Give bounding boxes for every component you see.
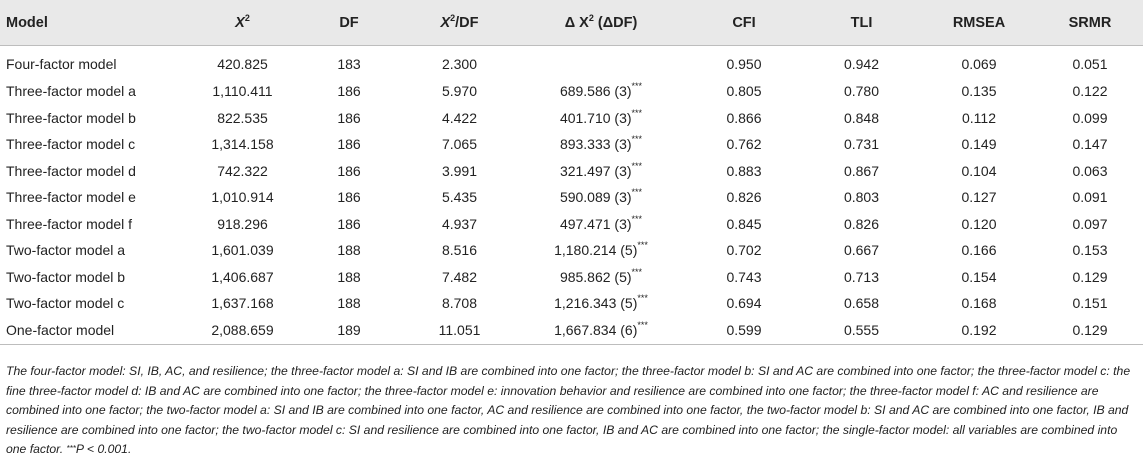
table-row <box>0 131 1143 158</box>
table-footnote <box>6 362 1136 460</box>
header-tli: TLI <box>802 0 921 46</box>
cell-cfi: 0.826 <box>726 189 762 206</box>
table-row <box>0 78 1143 105</box>
footnote-sig-marker: *** <box>66 444 76 453</box>
cell-cfi: 0.702 <box>726 242 762 259</box>
cell-srmr: 0.129 <box>1037 317 1143 345</box>
cell-df: 189 <box>295 317 403 345</box>
cell-x2-df: 8.708 <box>441 295 478 312</box>
cell-tli: 0.731 <box>843 136 880 153</box>
cell-model: Three-factor model d <box>6 162 136 179</box>
cell-tli: 0.713 <box>843 268 880 285</box>
cell-x2-df: 4.422 <box>441 109 478 126</box>
cell-x2-df: 7.482 <box>441 268 478 285</box>
cell-rmsea: 0.192 <box>921 317 1037 345</box>
cell-x2: 822.535 <box>217 109 268 126</box>
header-row <box>0 0 1143 46</box>
cell-delta: 497.471 (3)*** <box>559 213 643 232</box>
table-row <box>0 211 1143 238</box>
cell-model: Three-factor model a <box>6 83 136 100</box>
cell-srmr: 0.091 <box>1072 189 1108 206</box>
cell-model: Three-factor model c <box>6 136 136 153</box>
cell-df: 186 <box>337 109 361 126</box>
table-row <box>0 237 1143 264</box>
cell-model: Two-factor model a <box>6 242 126 259</box>
cell-rmsea: 0.166 <box>961 242 997 259</box>
cell-x2-df: 8.516 <box>441 242 478 259</box>
cell-delta: 893.333 (3)*** <box>559 134 643 153</box>
cell-rmsea: 0.120 <box>961 215 997 232</box>
cell-x2: 2,088.659 <box>190 317 295 345</box>
cell-cfi: 0.694 <box>726 295 762 312</box>
cell-cfi: 0.845 <box>726 215 762 232</box>
cell-cfi: 0.805 <box>726 83 762 100</box>
header-srmr: SRMR <box>1037 0 1143 46</box>
cell-model: Three-factor model b <box>6 109 136 126</box>
cell-rmsea: 0.135 <box>961 83 997 100</box>
header-rmsea: RMSEA <box>921 0 1037 46</box>
table-row <box>0 158 1143 185</box>
cell-x2-df: 3.991 <box>441 162 478 179</box>
footnote-text: The four-factor model: SI, IB, AC, and resilience; the three-factor model a: SI and IB are combined into one factor; the three-factor model b: SI and AC are combined into one factor; the three-factor model c: the fine three-factor model d: IB and AC are combined into one factor; the three-factor model e: innovation behavior and resilience are combined into one factor; the three-factor model f: AC and resilience are combined into one factor; the two-factor model a: SI and IB are combined into one factor, AC and resilience are combined into one factor, the two-factor model b: SI and AC are combined into one factor, IB and resilience are combined into one factor; the two-factor model c: SI and resilience are combined into one factor, IB and AC are combined into one factor; the single-factor model: all variables are combined into one factor. <box>6 364 1131 456</box>
cell-df: 186 <box>337 189 361 206</box>
cell-srmr: 0.153 <box>1072 242 1108 259</box>
cell-tli: 0.826 <box>843 215 880 232</box>
cell-cfi: 0.950 <box>726 56 762 72</box>
cell-rmsea: 0.069 <box>961 56 997 72</box>
cell-df: 188 <box>337 295 361 312</box>
cell-df: 186 <box>337 162 361 179</box>
cell-df: 186 <box>337 215 361 232</box>
header-cfi: CFI <box>686 0 802 46</box>
cell-df: 188 <box>337 268 361 285</box>
cell-cfi: 0.743 <box>726 268 762 285</box>
header-delta-x2: Δ $X^2$ (ΔDF) <box>516 0 686 46</box>
cell-delta: 321.497 (3)*** <box>559 160 643 179</box>
cell-rmsea: 0.154 <box>961 268 997 285</box>
cell-df: 186 <box>337 83 361 100</box>
cell-x2: 1,406.687 <box>211 268 274 285</box>
cell-tli: 0.848 <box>843 109 880 126</box>
cell-srmr: 0.147 <box>1072 136 1108 153</box>
cell-cfi: 0.883 <box>726 162 762 179</box>
cell-tli: 0.942 <box>843 56 880 72</box>
cell-delta: 401.710 (3)*** <box>559 107 643 126</box>
cell-tli: 0.803 <box>843 189 880 206</box>
cell-cfi: 0.762 <box>726 136 762 153</box>
cell-x2: 420.825 <box>217 56 268 72</box>
cell-x2-df: 5.435 <box>441 189 478 206</box>
table-row <box>0 105 1143 132</box>
cell-model: Two-factor model c <box>6 295 125 312</box>
cell-x2-df: 7.065 <box>441 136 478 153</box>
table-body <box>0 46 1143 345</box>
cell-tli: 0.780 <box>843 83 880 100</box>
cell-model: Three-factor model e <box>6 189 136 206</box>
cell-cfi: 0.599 <box>686 317 802 345</box>
cell-srmr: 0.051 <box>1072 56 1108 72</box>
cell-rmsea: 0.127 <box>961 189 997 206</box>
cell-rmsea: 0.149 <box>961 136 997 153</box>
header-df: DF <box>295 0 403 46</box>
cell-tli: 0.867 <box>843 162 880 179</box>
cell-delta: 689.586 (3)*** <box>559 81 643 100</box>
table-row <box>0 46 1143 79</box>
cell-srmr: 0.122 <box>1072 83 1108 100</box>
table-row <box>0 317 1143 345</box>
header-x2: $X^2$ <box>190 0 295 46</box>
cell-x2-df: 5.970 <box>441 83 478 100</box>
cell-srmr: 0.097 <box>1072 215 1108 232</box>
cell-x2: 1,601.039 <box>211 242 274 259</box>
table-row <box>0 290 1143 317</box>
cell-df: 188 <box>337 242 361 259</box>
cell-srmr: 0.151 <box>1072 295 1108 312</box>
cell-tli: 0.667 <box>843 242 880 259</box>
cell-model: One-factor model <box>0 317 190 345</box>
table-row <box>0 264 1143 291</box>
cell-rmsea: 0.104 <box>961 162 997 179</box>
cell-delta <box>516 46 686 79</box>
cell-model: Four-factor model <box>6 56 117 72</box>
cell-x2: 1,314.158 <box>211 136 274 153</box>
cell-cfi: 0.866 <box>726 109 762 126</box>
footnote-sig-text: P < 0.001. <box>75 442 132 456</box>
cell-srmr: 0.063 <box>1072 162 1108 179</box>
cell-tli: 0.658 <box>843 295 880 312</box>
header-model: Model <box>0 0 190 46</box>
cell-srmr: 0.099 <box>1072 109 1108 126</box>
cell-delta: 590.089 (3)*** <box>559 187 643 206</box>
cell-model: Two-factor model b <box>6 268 126 285</box>
table-row <box>0 184 1143 211</box>
cell-x2-df: 2.300 <box>441 56 478 72</box>
cell-x2-df: 11.051 <box>403 317 516 345</box>
cell-delta: 1,216.343 (5)*** <box>554 293 648 312</box>
cell-model: Three-factor model f <box>6 215 133 232</box>
header-x2-df: $X^2/DF$ <box>403 0 516 46</box>
cell-delta: 985.862 (5)*** <box>559 266 643 285</box>
cell-srmr: 0.129 <box>1072 268 1108 285</box>
cell-x2: 1,110.411 <box>212 83 273 100</box>
cell-x2: 918.296 <box>217 215 268 232</box>
cell-tli: 0.555 <box>802 317 921 345</box>
cell-x2-df: 4.937 <box>441 215 478 232</box>
cell-x2: 1,637.168 <box>211 295 274 312</box>
cell-rmsea: 0.112 <box>962 109 996 126</box>
cell-x2: 1,010.914 <box>211 189 274 206</box>
cell-rmsea: 0.168 <box>961 295 997 312</box>
cell-df: 186 <box>337 136 361 153</box>
cell-delta: 1,667.834 (6)*** <box>516 317 686 345</box>
cell-df: 183 <box>337 56 361 72</box>
cell-delta: 1,180.214 (5)*** <box>554 240 648 259</box>
cell-x2: 742.322 <box>217 162 268 179</box>
